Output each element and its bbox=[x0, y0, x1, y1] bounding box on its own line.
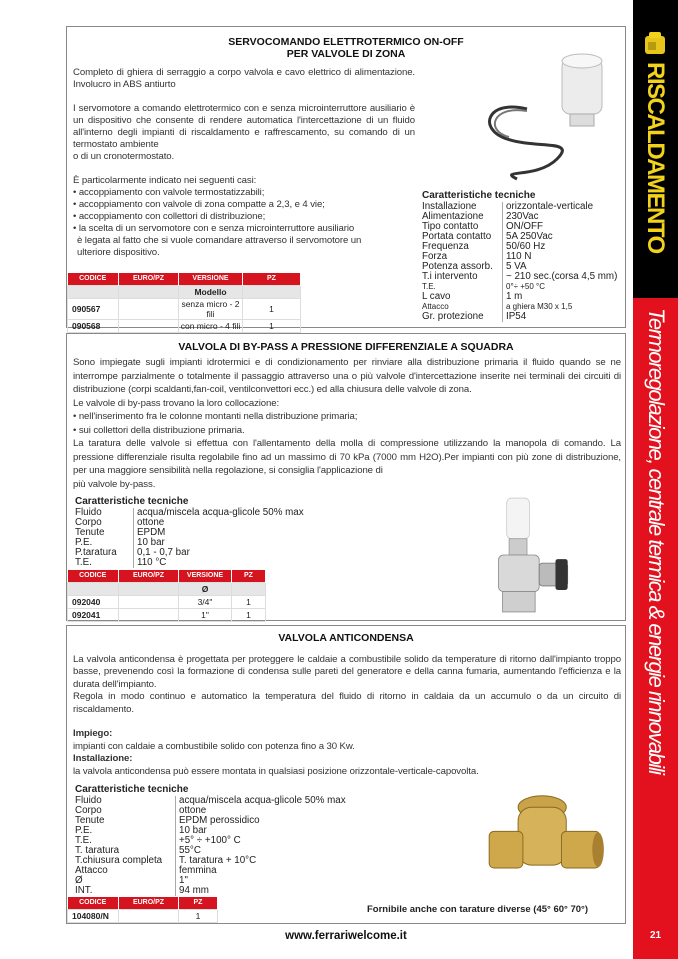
spec-row bbox=[75, 508, 304, 518]
anticondensa-valve-image bbox=[482, 788, 612, 894]
spec-value: 10 bar bbox=[133, 538, 165, 548]
spec-value: 55°C bbox=[175, 846, 201, 856]
spec-value: T. taratura + 10°C bbox=[175, 856, 256, 866]
spec-value: ON/OFF bbox=[502, 222, 543, 232]
spec-value: 1 m bbox=[502, 292, 522, 302]
category-label: RISCALDAMENTO bbox=[642, 62, 669, 253]
calibration-note: Fornibile anche con tarature diverse (45° 60° 70°) bbox=[367, 904, 589, 915]
specs-table: Caratteristiche tecniche Installazione orizzontale-verticale Alimentazione 230Vac Tipo contatto ON/OFF Portata contatto 5A 250Vac Frequenza 50/60 Hz Forza 110 N Potenza assorb. 5 VA T.i intervento ~ 210 sec.(corsa 4,5 mm) T.E. 0°÷ +50 °C L cavo 1 m Attacco a ghiera M30 x 1,5 Gr. protezione IP54 bbox=[422, 190, 618, 322]
spec-label: Fluido bbox=[75, 507, 102, 518]
spec-value: EPDM bbox=[133, 528, 165, 538]
spec-value: ottone bbox=[175, 806, 206, 816]
spec-label: Portata contatto bbox=[422, 231, 492, 242]
spec-label: Gr. protezione bbox=[422, 311, 484, 322]
spec-label: Alimentazione bbox=[422, 211, 484, 222]
product-description: La valvola anticondensa è progettata per proteggere le caldaie a combustibile solido da temperature di ritorno dall'impianto troppo basse, prevenendo così la formazione di condensa sulle pareti del generatore e della canna fumaria, aumentando l'efficienza e la durata dell'impianto. Regola in modo continuo e automatico la temperatura del fluido di ritorno in caldaia da un accumulo o da un circuito di riscaldamento. Impiego: impianti con caldaie a combustibile solido con potenza fino a 30 Kw. Installazione: la valvola anticondensa può essere montata in qualsiasi posizione orizzontale-verticale-capovolta. bbox=[73, 654, 621, 777]
page-number: 21 bbox=[649, 930, 662, 941]
website-link[interactable]: www.ferrariwelcome.it bbox=[285, 930, 407, 942]
spec-value: ~ 210 sec.(corsa 4,5 mm) bbox=[502, 272, 617, 282]
spec-label: Tenute bbox=[75, 527, 105, 538]
spec-label: P.taratura bbox=[75, 547, 117, 558]
product-table: CODICE EURO/PZ VERSIONE PZ Ø 092040 3/4" 1 092041 1" 1 bbox=[67, 570, 266, 622]
boiler-icon bbox=[641, 30, 669, 58]
spec-value: acqua/miscela acqua-glicole 50% max bbox=[133, 508, 304, 518]
spec-label: Frequenza bbox=[422, 241, 469, 252]
spec-row bbox=[75, 796, 346, 806]
product-bypass bbox=[66, 333, 626, 621]
spec-value: 94 mm bbox=[175, 886, 209, 896]
spec-value: 5 VA bbox=[502, 262, 527, 272]
spec-label: Corpo bbox=[75, 805, 102, 816]
specs-table: Caratteristiche tecniche Fluido acqua/miscela acqua-glicole 50% max Corpo ottone Tenute EPDM P.E. 10 bar P.taratura 0,1 - 0,7 bar T.E. 110 °C bbox=[75, 496, 304, 568]
spec-row bbox=[75, 876, 346, 886]
product-description: Completo di ghiera di serraggio a corpo valvola e cavo elettrico di alimentazione. Involucro in ABS antiurto I servomotore a comando elettrotermico con e senza microinterruttore ausiliario è un dispositivo che consente di rendere automatica l'intercettazione di un fluido all'interno degli impianti di riscaldamento e raffrescamento, su comando di un termostato ambiente o di un cronotermostato. È particolarmente indicato nei seguenti casi: • accoppiamento con valvole termostatizzabili; • accoppiamento con valvole di zona compatte a 2,3, e 4 vie; • accoppiamento con collettori di distribuzione; • la scelta di un servomotore con e senza microinterruttore ausiliario è legata al fatto che si vuole comandare attraverso il servomotore un ulteriore dispositivo. bbox=[73, 67, 415, 258]
table-row: 104080/N 1 bbox=[68, 909, 218, 922]
spec-label: T.chiusura completa bbox=[75, 855, 163, 866]
spec-value: 10 bar bbox=[175, 826, 207, 836]
spec-row bbox=[75, 886, 346, 896]
spec-value: acqua/miscela acqua-glicole 50% max bbox=[175, 796, 346, 806]
spec-value: 110 °C bbox=[133, 558, 166, 568]
spec-row bbox=[422, 312, 617, 322]
spec-row bbox=[75, 816, 346, 826]
specs-table: Caratteristiche tecniche Fluido acqua/miscela acqua-glicole 50% max Corpo ottone Tenute EPDM perossidico P.E. 10 bar T.E. +5° ÷ +100° C T. taratura 55°C T.chiusura completa T. taratura + 10°C Attacco femmina Ø 1" INT. 94 mm bbox=[75, 784, 346, 896]
table-row: 090567 senza micro - 2 fili 1 bbox=[68, 298, 301, 319]
product-table: CODICE EURO/PZ VERSIONE PZ Modello 090567 senza micro - 2 fili 1 090568 con micro - 4 fili 1 bbox=[67, 273, 301, 333]
actuator-image bbox=[467, 47, 617, 187]
product-title: VALVOLA DI BY-PASS A PRESSIONE DIFFERENZIALE A SQUADRA bbox=[178, 341, 514, 353]
spec-label: Forza bbox=[422, 251, 448, 262]
product-table: CODICE EURO/PZ PZ 104080/N 1 bbox=[67, 897, 218, 923]
spec-value: orizzontale-verticale bbox=[502, 202, 593, 212]
spec-value: 230Vac bbox=[502, 212, 539, 222]
spec-label: Potenza assorb. bbox=[422, 261, 493, 272]
product-title: VALVOLA ANTICONDENSA bbox=[278, 632, 414, 644]
spec-label: INT. bbox=[75, 885, 93, 896]
table-row: 092040 3/4" 1 bbox=[68, 595, 266, 608]
spec-label: Fluido bbox=[75, 795, 102, 806]
spec-label: T. taratura bbox=[75, 845, 120, 856]
spec-label: Tenute bbox=[75, 815, 105, 826]
product-anticondensa bbox=[66, 625, 626, 924]
spec-label: L cavo bbox=[422, 291, 451, 302]
spec-value: 5A 250Vac bbox=[502, 232, 553, 242]
spec-row bbox=[75, 558, 304, 568]
spec-value: EPDM perossidico bbox=[175, 816, 260, 826]
spec-value: a ghiera M30 x 1,5 bbox=[502, 302, 572, 312]
spec-row bbox=[75, 866, 346, 876]
spec-row bbox=[422, 272, 617, 282]
spec-value: 0,1 - 0,7 bar bbox=[133, 548, 190, 558]
spec-value: +5° ÷ +100° C bbox=[175, 836, 241, 846]
spec-value: ottone bbox=[133, 518, 164, 528]
spec-label: T.i intervento bbox=[422, 271, 478, 282]
spec-row bbox=[75, 518, 304, 528]
spec-label: P.E. bbox=[75, 537, 93, 548]
product-description: Sono impiegate sugli impianti idrotermici e di condizionamento per rinviare alla distribuzione primaria il fluido quando se ne interrompe parzialmente o totalmente il passaggio attraverso una o più valvole d'intercettazione inserite nei terminali dei circuiti di distribuzione (corpi scaldanti,fan-coil, ventilconvettori ecc.) ed alla chiusura delle valvole di zona. Le valvole di by-pass trovano la loro collocazione: • nell'inserimento fra le colonne montanti nella distribuzione primaria; • sui collettori della distribuzione primaria. La taratura delle valvole si effettua con l'allentamento della molla di compressione utilizzando la manopola di comando. La pressione differenziale risulta regolabile fino ad un massimo di 70 kPa (7000 mm H2O).Per impianti con più zone di distribuzione, per una maggiore sensibilità nella regolazione, si consiglia l'applicazione di più valvole by-pass. bbox=[73, 357, 621, 490]
bypass-valve-image bbox=[467, 494, 587, 616]
spec-value: 50/60 Hz bbox=[502, 242, 545, 252]
table-row: 090568 con micro - 4 fili 1 bbox=[68, 319, 301, 332]
table-row: 092041 1" 1 bbox=[68, 608, 266, 621]
section-label: Termoregolazione, centrale termica & energie rinnovabili bbox=[644, 308, 669, 774]
spec-label: T.E. bbox=[75, 835, 92, 846]
spec-value: 110 N bbox=[502, 252, 531, 262]
spec-label: Attacco bbox=[422, 302, 449, 311]
spec-row bbox=[75, 548, 304, 558]
spec-label: Corpo bbox=[75, 517, 102, 528]
spec-value: IP54 bbox=[502, 312, 526, 322]
spec-label: P.E. bbox=[75, 825, 93, 836]
product-title: SERVOCOMANDO ELETTROTERMICO ON-OFF PER VALVOLE DI ZONA bbox=[228, 36, 464, 60]
spec-label: T.E. bbox=[422, 282, 436, 291]
product-servocomando bbox=[66, 26, 626, 331]
spec-row bbox=[75, 528, 304, 538]
spec-label: Installazione bbox=[422, 201, 477, 212]
spec-value: femmina bbox=[175, 866, 217, 876]
spec-row bbox=[422, 292, 617, 302]
spec-value: 0°÷ +50 °C bbox=[502, 282, 545, 292]
spec-label: Ø bbox=[75, 875, 83, 886]
spec-value: 1" bbox=[175, 876, 188, 886]
sidebar-section-band bbox=[633, 298, 678, 959]
sidebar-category-band bbox=[633, 0, 678, 298]
spec-label: T.E. bbox=[75, 557, 92, 568]
spec-label: Tipo contatto bbox=[422, 221, 479, 232]
spec-label: Attacco bbox=[75, 865, 108, 876]
